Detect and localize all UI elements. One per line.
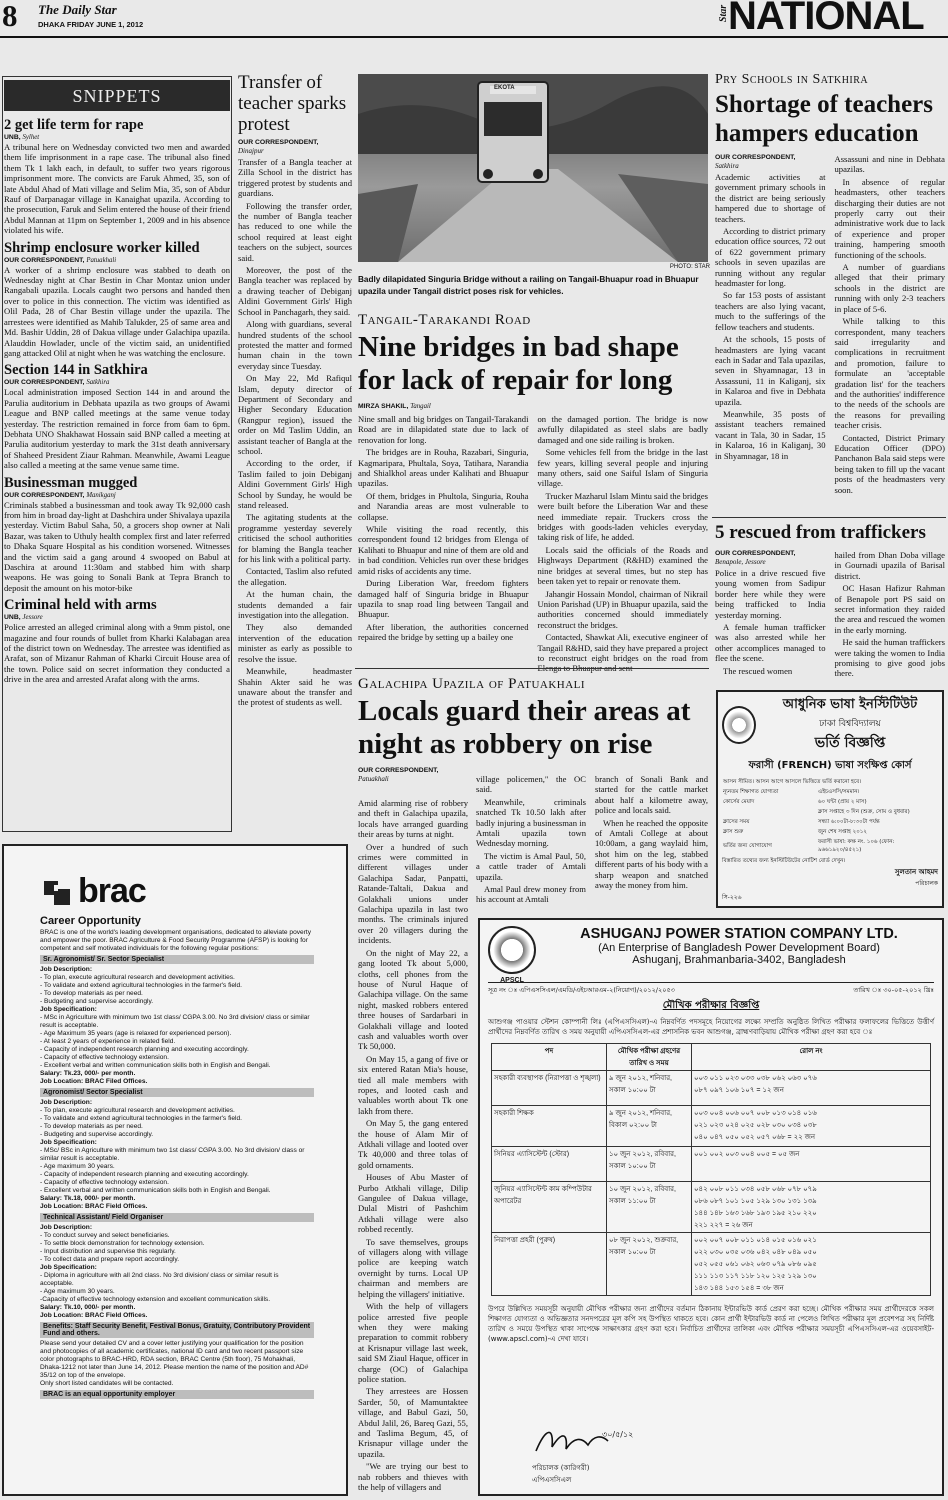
brac-position bbox=[40, 1088, 314, 1211]
bridge-photo bbox=[358, 74, 708, 262]
article-para: Amid alarming rise of robbery and theft in Galachipa upazila, locals have arranged guarding their areas by turns at night. bbox=[358, 798, 468, 840]
bridges-article bbox=[358, 312, 708, 664]
position-line: - To validate and extend agricultural technologies in the farmer's field. bbox=[40, 982, 242, 989]
article-para: According to district primary education office sources, 72 out of 622 government primary schools in seven upazilas are running without any regular headmaster for long. bbox=[715, 226, 826, 289]
table-cell: ১০ জুন ২০১২, রবিবার, সকাল ১১:০০ টা bbox=[607, 1182, 692, 1233]
brac-shortlist: Only short listed candidates will be contacted. bbox=[40, 1380, 174, 1387]
apscl-logo-icon: APSCL bbox=[488, 926, 536, 974]
table-cell: ০৪২ ০০৮ ০১১ ০৩৪ ০৫৮ ০৬৮ ০৭৮ ০৭৯ ০৮৬ ০৮৭ ১০১ ১০৫ ১২৯ ১৩০ ১৩১ ১৩৯ ১৪৪ ১৪৮ ১৬৩ ১৬৮ ১৯৩ ১৯৫ ২১০ ২২০ ২২১ ২২৭ = ২৬ জন bbox=[692, 1182, 931, 1233]
position-line: - To conduct survey and select beneficiaries. bbox=[40, 1232, 170, 1239]
ad-row: ক্লাসের সময় সন্ধ্যা ৬:০০টা-৮:৩০টা পর্যন্ত bbox=[723, 819, 880, 825]
position-line: - To validate and extend agricultural technologies in the farmer's field. bbox=[40, 1115, 242, 1122]
signature-icon bbox=[532, 1423, 612, 1457]
brac-position bbox=[40, 1213, 314, 1320]
article-para: A number of guardians alleged that their primary schools in the district are running with only 2-3 teachers in place of 5-6. bbox=[834, 262, 945, 314]
article-para: They also demanded intervention of the education minister as early as possible to resolve the issue. bbox=[238, 622, 352, 664]
article-place: Satkhira bbox=[715, 162, 739, 170]
position-location: Job Location: BRAC Field Offices. bbox=[40, 1203, 148, 1210]
article-para: On May 22, Md Rafiqul Islam, deputy director of Department of Secondary and Higher Secondary Education (Rangpur region), issued the order on Md Taslim Uddin, an assistant teacher of Bangla at the school. bbox=[238, 373, 352, 456]
article-para: Jahangir Hossain Mondol, chairman of Nikrail Union Parishad (UP) in Bhuapur upazila, said the authorities concerned should immediately reconstruct the bridges. bbox=[537, 588, 708, 630]
article-para: Contacted, Taslim also refuted the allegation. bbox=[238, 566, 352, 587]
ad-notice: ভর্তি বিজ্ঞপ্তি bbox=[814, 735, 886, 751]
article-para: Following the transfer order, the number of Bangla teacher has reduced to one while the school required at least eight teachers on the subject, sources said. bbox=[238, 200, 352, 263]
ad-course: ফরাসী (FRENCH) ভাষা সংক্ষিপ্ত কোর্স bbox=[748, 760, 912, 771]
article-para: The agitating students at the programme yesterday severely criticised the school authorities for blaming the Bangla teacher for his link with a political party. bbox=[238, 512, 352, 565]
table-cell: ১০ জুন ২০১২, রবিবার, সকাল ১০:০০ টা bbox=[607, 1147, 692, 1182]
table-cell: সহকারী শিক্ষক bbox=[492, 1106, 607, 1147]
article-para: on the damaged portion. The bridge is now awfully dilapidated as steel slabs are badly damaged and one side railing is broken. bbox=[537, 414, 708, 445]
apscl-sign-date: ৩০/৫/১২ bbox=[602, 1430, 634, 1439]
snippet-text: Criminals stabbed a businessman and took away Tk 92,000 cash from him in broad day-light at Dashchira under Shivalaya upazila yesterday. Victim Babul Saha, 50, a grocers shop owner at Nali Bazar, was taken to Uthuly health complex first and later referred to Dhaka Square Hospital as his condition worsened. Witnesses and the victim said a gang around 4 swooped on Babul at Daschira at around 11:30am and stabbed him with sharp weapons. He was going to Sonali Bank at Tepra Branch to deposit the amount on his motor-bike bbox=[4, 499, 230, 593]
apscl-note: উপরে উল্লিখিত সময়সূচী অনুযায়ী মৌখিক পরীক্ষার জন্য প্রার্থীদের বর্তমান ঠিকানায় ইন্টারভিউ কার্ড প্রেরণ করা হচ্ছে। মৌখিক পরীক্ষার সময় প্রার্থীদেরকে সকল শিক্ষাগত যোগ্যতা ও অভিজ্ঞতার সনদপত্রের মূল কপি সহ উপস্থিত থাকতে হবে। কোন প্রার্থী ইন্টারভিউ কার্ড না পেলেও লিখিত পরীক্ষার মূল প্রবেশপত্র সহ নির্দিষ্ট তারিখ ও সময়ে উপস্থিত থাকা সাপেক্ষে সাক্ষাৎকার গ্রহণ করা হবে। নির্বাচিত প্রার্থীদের তালিকা এবং মৌখিক পরীক্ষার সময়সূচী এপিএসসিএল-এর ওয়েবসাইট- (www.apscl.com)-এ দেখা যাবে। bbox=[488, 1305, 934, 1343]
language-ad bbox=[716, 690, 944, 908]
article-headline: Locals guard their areas at night as robbery on rise bbox=[358, 695, 691, 760]
snippet-text: Local administration imposed Section 144 in and around the Parulia auditorium in Debhata upazila as two groups of Awami League and BNP called meetings at the same venue today yesterday. The restriction remained in force from 6am to 6pm. Debhata UNO Shakhawat Hossain said BNP called a meeting at Parulia auditorium yesterday to mark the 31st death anniversary of Shaheed President Ziaur Rahman. Meanwhile, Awami League also called a meeting at the same venue same time. bbox=[4, 387, 230, 471]
position-line: - To develop materials as per need. bbox=[40, 1123, 143, 1130]
position-line: - Age maximum 30 years. bbox=[40, 1163, 115, 1170]
article-para: Amal Paul drew money from his account at Amtali bbox=[476, 884, 586, 905]
table-cell: ০০২ ০০৭ ০০৮ ০১১ ০১৪ ০১৫ ০১৬ ০২১ ০২২ ০৩০ ০৩৫ ০৩৬ ০৪২ ০৪৮ ০৪৯ ০৫০ ০৫২ ০৫৫ ০৬১ ০৬২ ০৬৩ ০৭৯ ০৮৬ ০৯৫ ১১১ ১১৩ ১১৭ ১১৮ ১২০ ১২৫ ১২৯ ১৩০ ১৪৩ ১৪৪ ১৫৩ ১৫৪ = ৩৮ জন bbox=[692, 1233, 931, 1296]
ad-title: আধুনিক ভাষা ইনস্টিটিউট bbox=[782, 697, 918, 712]
article-para: With the help of villagers police arrested five people when they were making preparation to commit robbery at Krisnapur village last week, said SM Ziaul Haque, officer in charge (OC) of Galachipa police station. bbox=[358, 1301, 468, 1384]
article-column bbox=[358, 798, 468, 1494]
snippet-head: Criminal held with arms bbox=[4, 597, 157, 614]
apscl-signer: পরিচালক (কারিগরী) bbox=[532, 1464, 590, 1472]
article-para: During Liberation War, freedom fighters damaged half of Singuria bridge in Bhuapur upazila to snap road ling between Tangail and Bhuapur. bbox=[358, 578, 529, 620]
photo-credit: PHOTO: STAR bbox=[669, 264, 710, 270]
table-row bbox=[492, 1106, 931, 1147]
article-headline: Shortage of teachers hampers education bbox=[715, 91, 933, 147]
position-spec-label: Job Specification: bbox=[40, 1264, 97, 1271]
article-para: Meanwhile, 35 posts of assistant teachers remained vacant in Tala, 30 in Sadar, 15 in Kalaroa, 16 in Kaliganj, 30 in Shyamnagar, 18 in bbox=[715, 408, 826, 461]
position-desc-label: Job Description: bbox=[40, 1224, 93, 1231]
snippet-text: Police arrested an alleged criminal along with a 9mm pistol, one magazine and four rounds of bullet from Kharki Kalabagan area of the district town on Wednesday. The arrestee was identified as Arafat, son of Mizanur Rahman of Kharki Circuit House area of the town. Police said on secret information they conducted a drive in the area and arrested Arafat along with the arms. bbox=[4, 622, 230, 685]
article-place: Patuakhali bbox=[358, 775, 389, 783]
ad-row: ক্লাস শুরু জুন শেষ সপ্তাহ ২০১২ bbox=[723, 829, 867, 835]
position-title: Technical Assistant/ Field Organiser bbox=[40, 1213, 314, 1222]
table-cell: সিনিয়র এ্যাসিস্টেন্ট (স্টোর) bbox=[492, 1147, 607, 1182]
table-cell: ৯ জুন ২০১২, শনিবার, বিকাল ০২:০০ টা bbox=[607, 1106, 692, 1147]
position-line: - To plan, execute agricultural research and development activities. bbox=[40, 974, 235, 981]
article-para: To save themselves, groups of villagers along with village police are keeping watch overnight by turns. Local UP chairman and members are helping the villagers' initiative. bbox=[358, 1236, 468, 1299]
article-byline: MIRZA SHAKIL, Tangail bbox=[358, 403, 431, 410]
article-headline: Nine bridges in bad shape for lack of repair for long bbox=[358, 331, 679, 396]
position-line: - Excellent verbal and written communication skills both in English and Bengali. bbox=[40, 1062, 271, 1069]
position-spec-label: Job Specification: bbox=[40, 1139, 97, 1146]
article-column bbox=[595, 774, 708, 892]
article-para: In absence of regular headmasters, other teachers discharging their duties are not properly carry out their administrative work due to lack of experience and proper training, hampering smooth functioning of the schools. bbox=[834, 176, 945, 260]
table-row bbox=[492, 1182, 931, 1233]
ad-row: ক্লাস সপ্তাহে ৩ দিন (শুক্র, সোম ও বুধবার) bbox=[818, 809, 910, 815]
article-para: Transfer of a Bangla teacher at Zilla School in the district has triggered protest by students and guardians. bbox=[238, 157, 352, 199]
table-cell: নিরাপত্তা প্রহরী (পুরুষ) bbox=[492, 1233, 607, 1296]
article-para: On May 5, the gang entered the house of Alam Mir of Atkhali village and looted over Tk 40,000 and three tolas of gold ornaments. bbox=[358, 1118, 468, 1170]
position-line: - Input distribution and supervise this regularly. bbox=[40, 1248, 176, 1255]
article-para: According to the order, if Taslim failed to join Debiganj Aldini Government Girls' High School by Sunday, he would be stand released. bbox=[238, 458, 352, 510]
paper-name: The Daily Star bbox=[38, 2, 117, 17]
apscl-intro: আশুগঞ্জ পাওয়ার স্টেশন কোম্পানী লিঃ (এপিএসসিএল)-এ নিম্নবর্ণিত পদসমূহে নিয়োগের লক্ষ্যে সম্প্রতি অনুষ্ঠিত লিখিত পরীক্ষার ফলাফলের ভিত্তিতে উত্তীর্ণ প্রার্থীদের নিম্নবর্ণিত তারিখ ও সময় অনুযায়ী এপিএসসিএল-এর প্রশাসনিক ভবন আশুগঞ্জ, ব্রাহ্মণবাড়িয়ায় মৌখিক পরীক্ষা গ্রহণ করা হবে ঃ bbox=[488, 1018, 934, 1036]
position-line: - Excellent verbal and written communication skills both in English and Bengali. bbox=[40, 1187, 271, 1194]
position-line: -Capacity of effective technology extension and excellent communication skills. bbox=[40, 1296, 271, 1303]
ad-ref: সি-২২৬ bbox=[722, 894, 742, 901]
ad-signer: সুলতান আহমদ bbox=[894, 868, 938, 876]
position-line: - Capacity of independent research planning and executing accordingly. bbox=[40, 1046, 249, 1053]
brac-career-title: Career Opportunity bbox=[40, 915, 141, 927]
position-line: - To plan, execute agricultural research and development activities. bbox=[40, 1107, 235, 1114]
article-column bbox=[715, 154, 826, 497]
transfer-article bbox=[238, 72, 352, 832]
table-cell: ০০১ ০০২ ০০৩ ০০৪ ০০৫ = ০৫ জন bbox=[692, 1147, 931, 1182]
apscl-title: মৌখিক পরীক্ষার বিজ্ঞপ্তি bbox=[662, 1000, 760, 1011]
ad-university: ঢাকা বিশ্ববিদ্যালয় bbox=[819, 719, 881, 729]
brac-position bbox=[40, 955, 314, 1086]
article-column bbox=[835, 154, 946, 497]
satkhira-article bbox=[715, 72, 945, 512]
article-para: OC Hasan Hafizur Rahman of Benapole port PS said on secret information they raided the area and rescued the women in the early morning. bbox=[834, 583, 945, 635]
position-line: - MSc/ BSc in Agriculture with minimum two 1st class/ CGPA 3.00. No 3rd division/ class or similar result is acceptable. bbox=[40, 1147, 305, 1162]
article-para: branch of Sonali Bank and started for the cattle market about half a kilometre away, police and locals said. bbox=[595, 774, 708, 816]
article-para: Some vehicles fell from the bridge in the last few years, killing several people and injuring many others, said one Saiful Islam of Singuria village. bbox=[537, 447, 708, 489]
article-para: Meanwhile, headmaster Shahin Akter said he was unaware about the transfer and the protest of students as well. bbox=[238, 666, 352, 708]
snippet-head: Shrimp enclosure worker killed bbox=[4, 239, 200, 256]
position-line: - Budgeting and supervise accordingly. bbox=[40, 998, 154, 1005]
ad-row: ন্যূনতম শিক্ষাগত যোগ্যতা এইচএসসি/সমমান। bbox=[723, 789, 860, 795]
article-para: While talking to this correspondent, many teachers said irregularity and complications in recruitment and promotion, failure to formulate an 'acceptable gradation list' for the teachers and the authorities' indifference to the needs of the schools are the reasons for prevailing teacher crisis. bbox=[834, 316, 945, 431]
apscl-company: ASHUGANJ POWER STATION COMPANY LTD. bbox=[580, 926, 898, 942]
position-title: Sr. Agronomist/ Sr. Sector Specialist bbox=[40, 955, 314, 964]
position-line: - Age maximum 30 years. bbox=[40, 1288, 115, 1295]
article-para: At the schools, 15 posts of headmasters are lying vacant each in Sadar and Tala upazilas, seven in Shyamnagar, 13 in Assassuni, 11 in Kaliganj, six in Kalaroa and five in Debhata upazila. bbox=[715, 334, 826, 407]
rescued-article bbox=[715, 522, 945, 682]
position-line: - MSc in Agriculture with minimum two 1st class/ CGPA 3.00. No 3rd division/ class or similar result is acceptable. bbox=[40, 1014, 310, 1029]
position-spec-label: Job Specification: bbox=[40, 1006, 97, 1013]
apscl-address: Ashuganj, Brahmanbaria-3402, Bangladesh bbox=[632, 954, 846, 966]
article-column bbox=[715, 550, 826, 681]
table-row bbox=[492, 1147, 931, 1182]
snippet-text: A worker of a shrimp enclosure was stabbed to death on Wednesday night at Char Bestin in Char Montaz union under Rangabali upazila. Locals caught two persons and handed then over to police in this connection. The victim was identified as Olil Pada, 28 of Char Bestin village under the upazila. The arrestees were identified as Mahib Talukder, 25 of same area and Md. Bashir Uddin, 28 of Dakua village under Galachipa upazila. Alauddin Howlader, uncle of the victim said, an unidentified gang attacked Olil at night when he was watching the enclosure. bbox=[4, 264, 230, 358]
article-para: hailed from Dhan Doba village in Gournadi upazila of Barisal district. bbox=[834, 550, 945, 581]
article-para: On May 15, a gang of five or six entered Ratan Mia's house, tied all male members with ropes, and looted cash and valuables worth about Tk one lakh from there. bbox=[358, 1053, 468, 1116]
snippet-byline: UNB, Jessore bbox=[4, 614, 43, 622]
table-cell: সহকারী ব্যবস্থাপক (নিরাপত্তা ও শৃঙ্খলা) bbox=[492, 1071, 607, 1106]
article-para: village policemen," the OC said. bbox=[476, 774, 586, 795]
snippet-head: 2 get life term for rape bbox=[4, 117, 144, 133]
section-title: NATIONAL bbox=[728, 0, 924, 38]
article-byline: OUR CORRESPONDENT, bbox=[715, 154, 796, 161]
apscl-memo: সূত্র নং ঃ এপিএসসিএল/এমডি/এইচআরএম-২(নিয়োগ)/২০১২/২০৫৩ bbox=[488, 986, 675, 994]
position-line: - Diploma in agriculture with all 2nd class. No 3rd division/ class or similar result is acceptable. bbox=[40, 1272, 279, 1287]
article-para: Of them, bridges in Phultola, Singuria, Rouha and Narandia areas are most vulnerable to collapse. bbox=[358, 490, 529, 522]
bridge-scene bbox=[358, 74, 708, 262]
table-cell: ৯ জুন ২০১২, শনিবার, সকাল ১০:০০ টা bbox=[607, 1071, 692, 1106]
page-number: 8 bbox=[2, 0, 18, 33]
article-kicker: Tangail-Tarakandi Road bbox=[358, 312, 531, 328]
article-para: The bridges are in Rouha, Razabari, Singuria, Kagmaripara, Phultala, Soya, Tatihara, Narandia and Shialkhol areas under Kalihati and Bhuapur upazilas. bbox=[358, 447, 529, 489]
brac-footer: BRAC is an equal opportunity employer bbox=[40, 1390, 314, 1399]
article-para: Police in a drive rescued five young women from Sadipur border here while they were being trafficked to India yesterday morning. bbox=[715, 568, 826, 620]
article-column bbox=[538, 414, 709, 676]
article-para: Nine small and big bridges on Tangail-Tarakandi Road are in dilapidated state due to lack of renovation for long. bbox=[358, 414, 529, 445]
dateline: DHAKA FRIDAY JUNE 1, 2012 bbox=[38, 20, 144, 29]
table-row bbox=[492, 1233, 931, 1296]
position-desc-label: Job Description: bbox=[40, 1099, 93, 1106]
position-location: Job Location: BRAC Field Offices. bbox=[40, 1312, 148, 1319]
table-row bbox=[492, 1071, 931, 1106]
article-para: Houses of Abu Master of Purbo Atkhali village, Dilip Gangulee of Dakua village, Dulal Mistri of Pashchim Atkhali village were also robbed recently. bbox=[358, 1172, 468, 1235]
table-header: মৌখিক পরীক্ষা গ্রহণের তারিখ ও সময় bbox=[607, 1044, 692, 1071]
article-byline: OUR CORRESPONDENT, bbox=[358, 767, 439, 774]
article-para: So far 153 posts of assistant teachers are also lying vacant, much to the sufferings of the fellow teachers and students. bbox=[715, 290, 826, 332]
brac-logo-icon bbox=[40, 875, 74, 909]
article-para: The victim is Amal Paul, 50, a cattle trader of Amtali upazila. bbox=[476, 850, 586, 882]
article-para: The rescued women bbox=[723, 665, 793, 676]
article-kicker: Pry Schools in Satkhira bbox=[715, 72, 869, 87]
article-para: On the night of May 22, a gang looted Tk about 5,000, cloths, cell phones from the house of Nurul Haque of Galachipa village. On the same night, masked robbers entered three houses of Sardarbari in Golakhali village and looted cash and valuables worth over Tk 50,000. bbox=[358, 947, 468, 1052]
apscl-ad bbox=[478, 918, 944, 1496]
position-desc-label: Job Description: bbox=[40, 966, 93, 973]
article-para: When he reached the opposite of Amtali College at about 10:00am, a gang waylaid him, shot him on the leg, stabbed different parts of his body with a sharp weapon and snatched away the money from him. bbox=[595, 817, 708, 891]
position-salary: Salary: Tk.18, 000/- per month. bbox=[40, 1195, 136, 1202]
article-para: Locals said the officials of the Roads and Highways Department (R&HD) examined the nine bridges at several times, but no step has been taken yet to repair or renovate them. bbox=[537, 544, 708, 587]
brac-apply: Please send your detailed CV and a cover letter justifying your qualification for the position and photocopies of all academic certificates, national ID card and two recent passport size color photographs to BRAC-HRD, RDA section, BRAC Centre (5th floor), 75 Mohakhali, Dhaka-1212 not later than June 14, 2012. Please mention the name of the position and AD# 35/12 on top of the envelope. bbox=[40, 1340, 309, 1379]
ad-signer-title: পরিচালক bbox=[915, 880, 938, 887]
apscl-signer-org: এপিএসসিএল bbox=[532, 1476, 572, 1484]
article-column bbox=[835, 550, 946, 681]
article-headline: 5 rescued from traffickers bbox=[715, 522, 926, 543]
position-location: Job Location: BRAC Filed Offices. bbox=[40, 1078, 148, 1085]
table-cell: ০০৩ ০০৪ ০০৬ ০০৭ ০০৮ ০১৩ ০১৪ ০১৬ ০২১ ০২৩ ০২৪ ০২৫ ০২৮ ০৩০ ০৩৪ ০৩৮ ০৪০ ০৪৭ ০৫০ ০৫২ ০৫৭ ০৬৮ = ২২ জন bbox=[692, 1106, 931, 1147]
section-tag: Star bbox=[718, 4, 730, 23]
article-para: After liberation, the authorities concerned repaired the bridge by setting up a bailey one bbox=[358, 621, 529, 643]
article-para: At the human chain, the students demanded a fair investigation into the allegation. bbox=[238, 589, 352, 621]
ad-row: ভর্তির জন্য যোগাযোগ ফরাসী ভাষা: কক্ষ নং. ১০৬ (ফোন: ৯৬৬১৯২০/৪৫২১) bbox=[723, 839, 895, 853]
photo-caption: Badly dilapidated Singuria Bridge without a railing on Tangail-Bhuapur road in Bhuapur upazila under Tangail district poses risk for vehicles. bbox=[358, 275, 699, 296]
table-header: রোল নং bbox=[692, 1044, 931, 1071]
position-line: - To develop materials as per need. bbox=[40, 990, 143, 997]
snippet-byline: OUR CORRESPONDENT, Manikganj bbox=[4, 491, 116, 499]
table-header: পদ bbox=[492, 1044, 607, 1071]
article-place: Dinajpur bbox=[238, 147, 264, 155]
apscl-enterprise: (An Enterprise of Bangladesh Power Development Board) bbox=[598, 942, 880, 954]
table-header-row bbox=[492, 1044, 931, 1071]
ad-row: কোর্সের মেয়াদ ৬০ ঘন্টা (প্রায় ২ মাস) bbox=[723, 799, 867, 805]
ad-details bbox=[722, 778, 938, 856]
article-para: A female human trafficker was also arrested while her other accomplices managed to flee the scene. bbox=[715, 622, 826, 664]
university-seal-icon bbox=[722, 706, 756, 744]
snippets-frame bbox=[2, 76, 232, 832]
brac-benefits: Benefits: Staff Security Benefit, Festival Bonus, Gratuity, Contributory Provident Fund and others. bbox=[40, 1322, 314, 1338]
article-para: While visiting the road recently, this correspondent found 12 bridges from Elenga of Kalihati to Bhuapur and nine of them are old and in bad condition. Vehicles run over these bridges amid risks of accidents any time. bbox=[358, 524, 529, 576]
apscl-date: তারিখ ঃ ৩০-০৫-২০১২ খ্রিঃ bbox=[853, 986, 934, 994]
article-para: Academic activities at government primary schools in the district are being seriously hampered due to shortage of teachers. bbox=[715, 172, 826, 224]
brac-intro: BRAC is one of the world's leading development organisations, dedicated to alleviate poverty and empower the poor. BRAC Agriculture & Food Security Programme (AFSP) is looking for competent and self motivated individuals for the following regular positions: bbox=[40, 929, 312, 952]
position-line: - To collect data and prepare report accordingly. bbox=[40, 1256, 180, 1263]
article-place: Benapole, Jessore bbox=[715, 558, 766, 566]
snippets-label: SNIPPETS bbox=[4, 80, 230, 111]
article-para: Assassuni and nine in Debhata upazilas. bbox=[834, 154, 945, 175]
article-byline: OUR CORRESPONDENT, bbox=[715, 550, 796, 557]
position-salary: Salary: Tk.10, 000/- per month. bbox=[40, 1304, 136, 1311]
position-line: - Capacity of effective technology extension. bbox=[40, 1054, 169, 1061]
position-line: - Capacity of independent research planning and executing accordingly. bbox=[40, 1171, 249, 1178]
article-headline: Transfer of teacher sparks protest bbox=[238, 72, 347, 135]
column-rule bbox=[355, 668, 709, 669]
article-byline: OUR CORRESPONDENT, bbox=[238, 139, 319, 146]
ad-row: আসন সীমিত। আসন আগে আসলে ভিত্তিতে ভর্তি করানো হবে। bbox=[723, 779, 862, 785]
position-line: - At least 2 years of experience in related field. bbox=[40, 1038, 176, 1045]
column-rule bbox=[712, 517, 946, 518]
apscl-schedule-table bbox=[491, 1043, 931, 1296]
article-para: Moreover, the post of the Bangla teacher was replaced by a drawing teacher of Debiganj Aldini Government Girls' High School in Panchagarh, they said. bbox=[238, 265, 352, 317]
position-salary: Salary: Tk.23, 000/- per month. bbox=[40, 1070, 136, 1077]
article-kicker: Galachipa Upazila of Patuakhali bbox=[358, 676, 586, 692]
article-para: "We are trying our best to nab robbers and thieves with the help of villagers and bbox=[358, 1461, 468, 1492]
masthead-rule bbox=[0, 36, 948, 40]
article-column bbox=[358, 414, 529, 676]
position-line: - Capacity of effective technology extension. bbox=[40, 1179, 169, 1186]
masthead bbox=[0, 0, 948, 40]
article-para: They arrestees are Hossen Sarder, 50, of Mamuntaktee village, and Babul Gazi, 50, Abdul Jalil, 26, Bareq Gazi, 55, and Taslima Begum, 45, of Krisnapur village under the upazila. bbox=[358, 1386, 468, 1459]
article-para: Trucker Mazharul Islam Mintu said the bridges were built before the Liberation War and these need immediate repair. Truckers cross the bridges with goods-laden vehicles everyday, taking risk of life, he added. bbox=[537, 490, 708, 543]
article-para: Over a hundred of such crimes were committed in different villages under Galachipa Sadar, Panpatti, Ratande-Taltali, Dakua and Golakhali unions under Galachipa upazila in last two months. The criminals injured over 20 villagers during the incidents. bbox=[358, 841, 468, 946]
table-cell: জুনিয়র এ্যাসিস্টেন্ট কাম কম্পিউটার অপারেটর bbox=[492, 1182, 607, 1233]
snippet-text: A tribunal here on Wednesday convicted two men and awarded them life imprisonment in a rape case. The tribunal also fined them Tk 1 lakh each, in default, to suffer two years rigorous imprisonment more. The convicts are Faruk Ahmed, 35, son of late Abdul Ahad of Mati village and Selim Mia, 35, son of Abdur Rauf of Darpanagar village in Kanaighat upazila. According to the prosecution, Faruk and Selim entered the house of their friend Abdul Mannan at 11pm on September 1, 2009 and in his absence violated his wife. bbox=[4, 142, 230, 236]
brac-ad bbox=[2, 844, 348, 1496]
snippet-byline: UNB, Sylhet bbox=[4, 134, 40, 141]
snippet-byline: OUR CORRESPONDENT, Patuakhali bbox=[4, 256, 117, 264]
position-line: - Age Maximum 35 years (age is relaxed for experienced person). bbox=[40, 1030, 232, 1037]
article-para: Meanwhile, criminals snatched Tk 10.50 lakh after badly injuring a businessman in Amtali upazila town Wednesday morning. bbox=[476, 796, 586, 849]
snippet-head: Businessman mugged bbox=[4, 474, 138, 491]
position-line: - Budgeting and supervise accordingly. bbox=[40, 1131, 154, 1138]
snippet-byline: OUR CORRESPONDENT, Satkhira bbox=[4, 379, 110, 387]
article-para: Contacted, District Primary Education Officer (DPO) Panchanon Bala said steps were being taken to fill up the vacant posts of the headmasters very soon. bbox=[834, 432, 945, 495]
snippet-head: Section 144 in Satkhira bbox=[4, 362, 148, 379]
article-para: Contacted, Shawkat Ali, executive engineer of Tangail R&HD, said they have prepared a project to reconstruct eight bridges on the road from bbox=[537, 632, 708, 663]
table-cell: ০০৩ ০১১ ০২৩ ০৩৩ ০৩৮ ০৬২ ০৬৩ ০৭৬ ০৮৭ ০৯৭ ১০৬ ১০৭ = ১২ জন bbox=[692, 1071, 931, 1106]
position-line: - To settle block demonstration for technology extension. bbox=[40, 1240, 205, 1247]
article-para: Along with guardians, several hundred students of the school protested the matter and formed human chain in the town everyday since Tuesday. bbox=[238, 319, 352, 371]
ad-more-info: বিস্তারিত তথ্যের জন্য ইনস্টিটিউটের নোটিশ বোর্ড দেখুন। bbox=[722, 858, 846, 864]
table-cell: ০৮ জুন ২০১২, শুক্রবার, সকাল ১০:০০ টা bbox=[607, 1233, 692, 1296]
bus-sign: EKOTA bbox=[494, 85, 515, 91]
article-column bbox=[476, 774, 586, 907]
position-title: Agronomist/ Sector Specialist bbox=[40, 1088, 314, 1097]
article-para: He said the human traffickers were taking the women to India promising to give good jobs there. bbox=[834, 637, 945, 679]
brac-logo-text: brac bbox=[78, 872, 146, 910]
